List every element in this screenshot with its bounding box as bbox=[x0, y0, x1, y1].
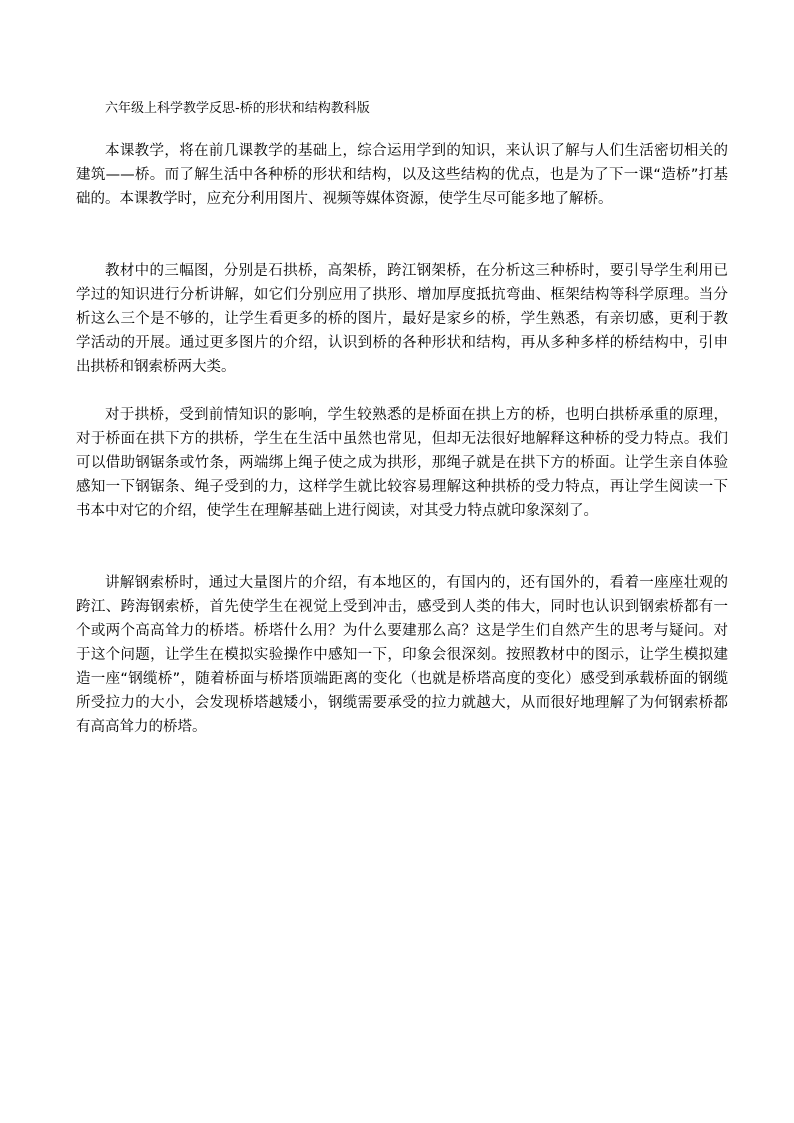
paragraph-arch-bridge: 对于拱桥，受到前情知识的影响，学生较熟悉的是桥面在拱上方的桥，也明白拱桥承重的原理，对于桥面在拱下方的拱桥，学生在生活中虽然也常见，但却无法很好地解释这种桥的受力特点。我们可以借助钢锯条或竹条，两端绑上绳子使之成为拱形，那绳子就是在拱下方的桥面。让学生亲自体验感知一下钢锯条、绳子受到的力，这样学生就比较容易理解这种拱桥的受力特点，再让学生阅读一下书本中对它的介绍，使学生在理解基础上进行阅读，对其受力特点就印象深刻了。 bbox=[76, 407, 728, 519]
document-title: 六年级上科学教学反思-桥的形状和结构教科版 bbox=[105, 101, 370, 116]
paragraph-cable-bridge: 讲解钢索桥时，通过大量图片的介绍，有本地区的，有国内的，还有国外的，看着一座座壮观的跨江、跨海钢索桥，首先使学生在视觉上受到冲击，感受到人类的伟大，同时也认识到钢索桥都有一个或两个高高耸力的桥塔。桥塔什么用？为什么要建那么高？这是学生们自然产生的思考与疑问。对于这个问题，让学生在模拟实验操作中感知一下，印象会很深刻。按照教材中的图示，让学生模拟建造一座“钢缆桥”，随着桥面与桥塔顶端距离的变化（也就是桥塔高度的变化）感受到承载桥面的钢缆所受拉力的大小，会发现桥塔越矮小，钢缆需要承受的拉力就越大，从而很好地理解了为何钢索桥都有高高耸力的桥塔。 bbox=[76, 575, 728, 735]
paragraph-intro: 本课教学，将在前几课教学的基础上，综合运用学到的知识，来认识了解与人们生活密切相关的建筑——桥。而了解生活中各种桥的形状和结构，以及这些结构的优点，也是为了下一课“造桥”打基础的。本课教学时，应充分利用图片、视频等媒体资源，使学生尽可能多地了解桥。 bbox=[76, 143, 728, 207]
paragraph-textbook-images: 教材中的三幅图，分别是石拱桥，高架桥，跨江钢架桥，在分析这三种桥时，要引导学生利用已学过的知识进行分析讲解，如它们分别应用了拱形、增加厚度抵抗弯曲、框架结构等科学原理。当分析这么三个是不够的，让学生看更多的桥的图片，最好是家乡的桥，学生熟悉，有亲切感，更利于教学活动的开展。通过更多图片的介绍，认识到桥的各种形状和结构，再从多种多样的桥结构中，引申出拱桥和钢索桥两大类。 bbox=[76, 263, 728, 375]
